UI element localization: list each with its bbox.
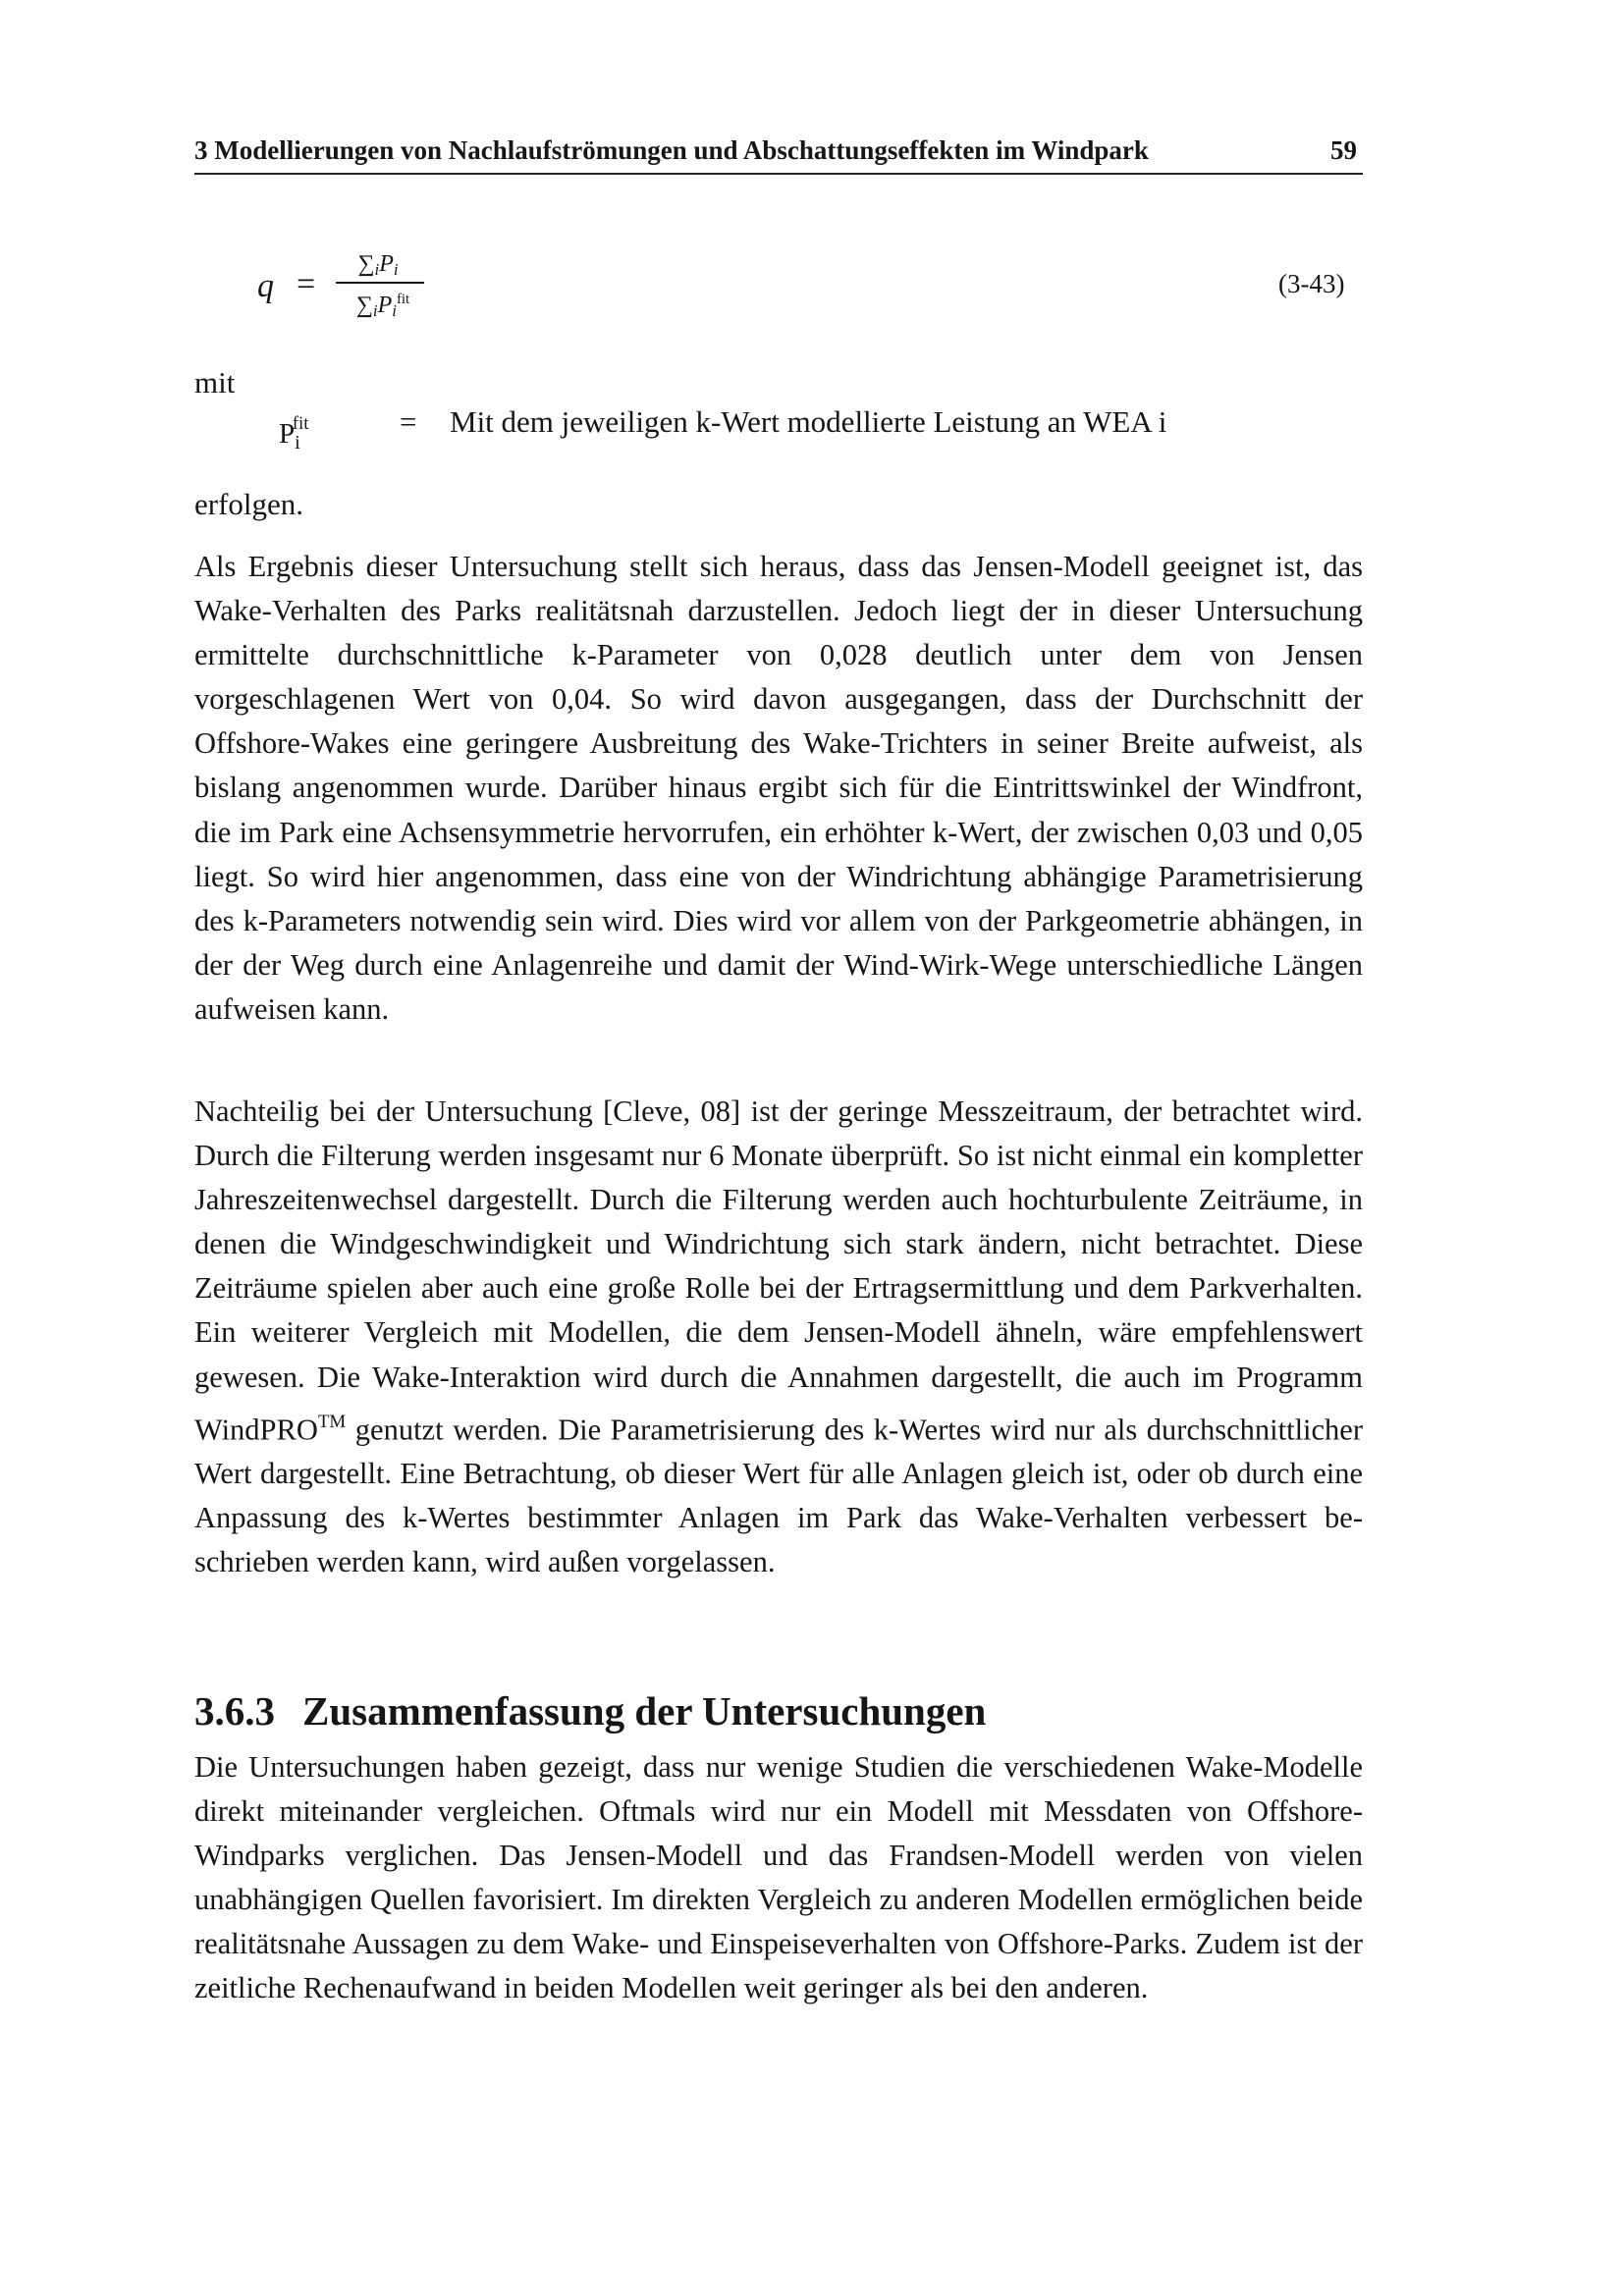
definition-equals: =: [400, 404, 417, 439]
page-number: 59: [1330, 135, 1357, 165]
paragraph-summary: Die Untersuchungen haben gezeigt, dass nur wenige Studien die verschiedenen Wake-Modelle direkt miteinander vergleichen. Oftmals wird nur ein Modell mit Messdaten von Offshore-Windparks verglichen. Das Jensen-Modell und das Frandsen-Modell werden von vielen unabhängigen Quellen favorisiert. Im direkten Vergleich zu anderen Modellen ermöglichen beide realitätsnahe Aussagen zu dem Wake- und Einspeiseverhalten von Offshore-Parks. Zudem ist der zeitliche Rechenaufwand in beiden Modellen weit geringer als bei den anderen.: [194, 1750, 1363, 2005]
denominator-variable-superscript: fit: [396, 292, 410, 307]
definition-symbol-base: P: [279, 418, 296, 451]
definition-intro: mit: [194, 365, 236, 400]
numerator-sum-symbol: ∑: [357, 251, 375, 277]
denominator-variable: P: [377, 292, 393, 318]
paragraph-critique: [194, 1090, 1363, 1584]
numerator-variable: P: [379, 251, 394, 277]
numerator-sum-index: i: [374, 260, 380, 280]
definition-text: Mit dem jeweiligen k-Wert modellierte Leistung an WEA i: [450, 404, 1167, 439]
paragraph-critique-part2: genutzt werden. Die Parametrisierung des k-Wertes wird nur als durchschnittlicher Wert dargestellt. Eine Betrachtung, ob dieser Wert für alle Anlagen gleich ist, oder ob durch eine Anpassung des k-Wertes bestimmter Anlagen im Park das Wake-Verhalten verbessert beschrieben werden kann, wird außen vorgelassen.: [194, 1412, 1363, 1579]
running-header: [194, 133, 1363, 175]
equation-3-43: [257, 249, 454, 328]
numerator-variable-index: i: [393, 260, 399, 280]
section-title: Zusammenfassung der Untersuchungen: [302, 1688, 987, 1734]
section-number: 3.6.3: [194, 1688, 275, 1734]
denominator-variable-index: i: [392, 301, 397, 321]
denominator-sum-symbol: ∑: [355, 292, 373, 318]
equation-number: (3-43): [1278, 269, 1345, 298]
paragraph-critique-part1: Nachteilig bei der Untersuchung [Cleve, 08] ist der geringe Messzeitraum, der betrachtet wird. Durch die Filterung werden insgesamt nur 6 Monate überprüft. So ist nicht einmal ein kompletter Jahreszeitenwechsel dargestellt. Durch die Filterung werden auch hochturbulente Zeiträume, in denen die Windgeschwindigkeit und Windrichtung sich stark ändern, nicht betrachtet. Diese Zeiträume spielen aber auch eine große Rolle bei der Ertragsermittlung und dem Parkverhalten. Ein weiterer Vergleich mit Modellen, die dem Jensen-Modell ähneln, wäre empfehlenswert gewesen. Die Wake-Interaktion wird durch die Annahmen dargestellt, die auch im Programm WindPRO: [194, 1095, 1363, 1446]
definition-symbol-superscript: fit: [292, 413, 309, 434]
fraction-bar: [336, 282, 424, 284]
paragraph-results: Als Ergebnis dieser Untersuchung stellt sich heraus, dass das Jensen-Modell geeignet ist, das Wake-Verhalten des Parks realitätsnah darzustellen. Jedoch liegt der in dieser Untersuchung ermittelte durchschnittliche k-Parameter von 0,028 deutlich unter dem von Jensen vorgeschlagenen Wert von 0,04. So wird davon ausgegangen, dass der Durchschnitt der Offshore-Wakes eine geringere Ausbreitung des Wake-Trichters in seiner Breite aufweist, als bislang angenommen wurde. Darüber hinaus ergibt sich für die Eintrittswinkel der Windfront, die im Park eine Achsensymmetrie hervorrufen, ein erhöhter k-Wert, der zwischen 0,03 und 0,05 liegt. So wird hier angenommen, dass eine von der Windrichtung abhängige Parametrisierung des k-Parameters notwendig sein wird. Dies wird vor allem von der Parkgeometrie abhängen, in der der Weg durch eine Anlagenreihe und damit der Wind-Wirk-Wege unterschiedliche Längen aufweisen kann.: [194, 550, 1363, 1026]
formula-denominator: [334, 285, 432, 326]
definition-symbol-subscript: i: [295, 432, 300, 454]
trademark-superscript: TM: [317, 1411, 347, 1432]
denominator-sum-index: i: [372, 301, 378, 321]
continuation-text: erfolgen.: [194, 487, 304, 521]
formula-numerator: [338, 249, 418, 285]
section-heading: [194, 1686, 986, 1735]
formula-lhs: q: [257, 268, 274, 304]
formula-equals: =: [297, 266, 316, 302]
header-title: 3 Modellierungen von Nachlaufströmungen und Abschattungseffekten im Windpark: [194, 135, 1149, 165]
definition-symbol: [279, 404, 309, 462]
